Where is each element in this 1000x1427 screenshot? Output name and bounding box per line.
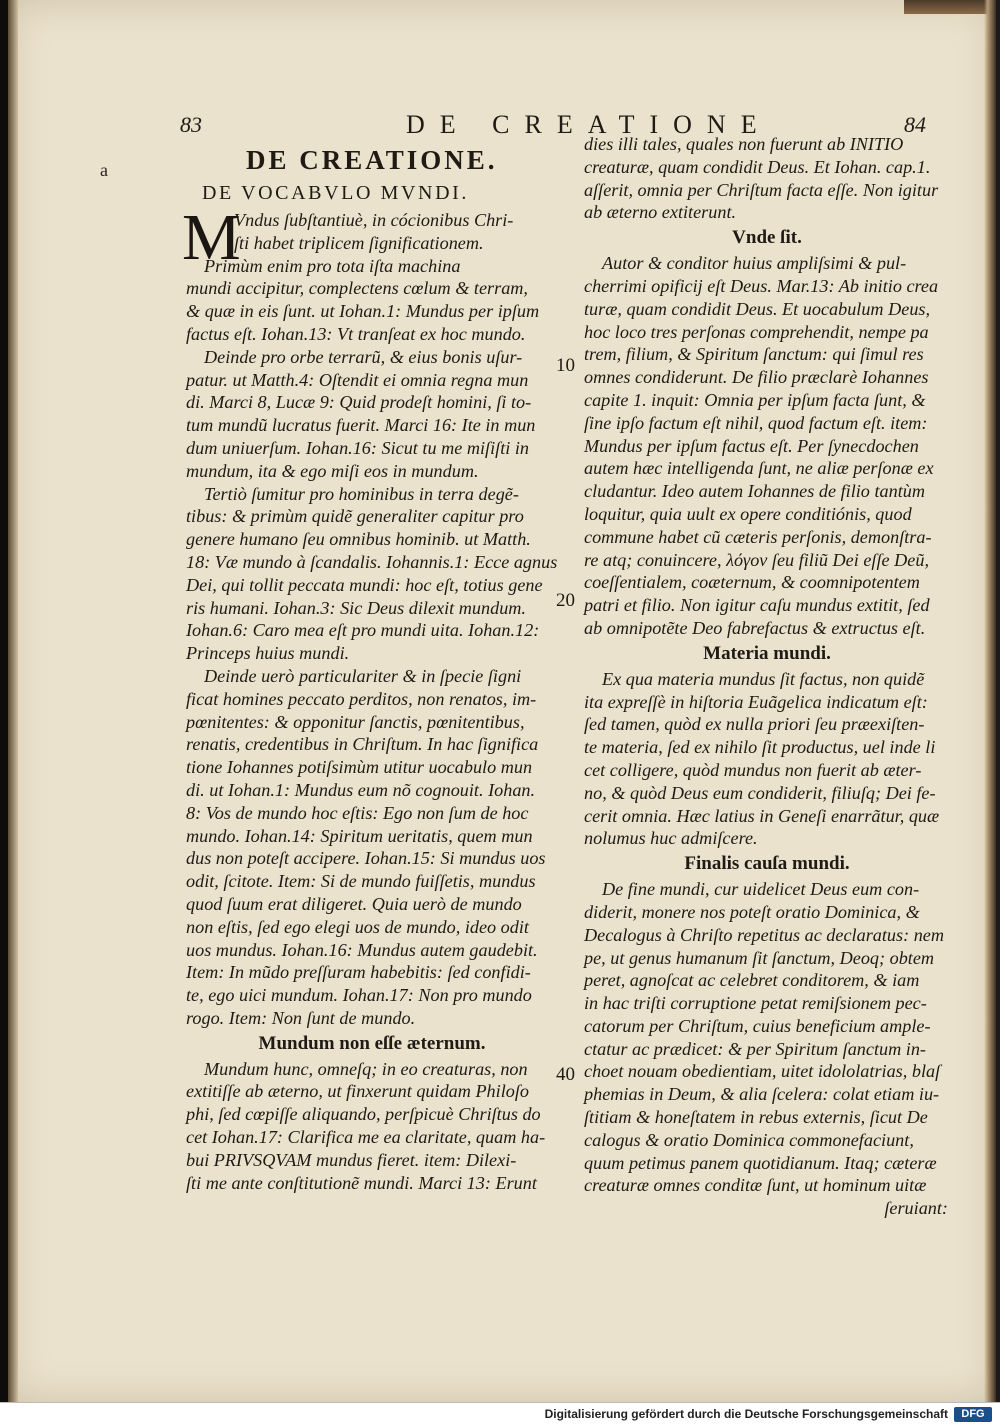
- chapter-title: DE CREATIONE.: [246, 145, 498, 175]
- text-line: coeſſentialem, coæternum, & coomnipotentem: [584, 572, 920, 593]
- text-line: non eſtis, ſed ego elegi uos de mundo, ideo odit: [186, 916, 529, 937]
- page-number-left: 83: [180, 112, 202, 137]
- text-line: uos mundus. Iohan.16: Mundus autem gaudebit.: [186, 939, 538, 960]
- text-line: 18: Væ mundo à ſcandalis. Iohannis.1: Ecce agnus: [186, 551, 558, 572]
- text-line: te, ego uici mundum. Iohan.17: Non pro mundo: [186, 985, 532, 1006]
- book-page: [8, 0, 996, 1402]
- text-line: Autor & conditor huius ampliſsimi & pul-: [602, 253, 907, 274]
- text-line: diderit, monere nos poteſt oratio Dominica, &: [584, 901, 920, 922]
- text-line: turæ, quam condidit Deus. Et uocabulum Deus,: [584, 298, 931, 319]
- text-line: Deinde pro orbe terrarũ, & eius bonis uſur-: [204, 346, 523, 367]
- text-line: genere humano ſeu omnibus hominib. ut Matth.: [186, 529, 531, 550]
- text-line: bui PRIVSQVAM mundus fieret. item: Dilexi-: [186, 1149, 517, 1170]
- text-line: capite 1. inquit: Omnia per ipſum facta ſunt, &: [584, 389, 926, 410]
- text-line: tibus: & primùm quidẽ generaliter capitur pro: [186, 506, 524, 527]
- text-line: mundi accipitur, complectens cœlum & terram,: [186, 278, 528, 299]
- right-body-b: [584, 252, 950, 640]
- text-line: ficat homines peccato perditos, non renatos, im-: [186, 688, 537, 709]
- left-body: [186, 255, 558, 1030]
- text-line: no, & quòd Deus eum condiderit, filiuſq; Dei fe-: [584, 782, 936, 803]
- running-head-title: DE CREATIONE: [406, 110, 772, 139]
- text-line: quod ſuum erat diligeret. Quia uerò de mundo: [186, 893, 522, 914]
- text-line: Item: In mũdo preſſuram habebitis: ſed confidi-: [186, 962, 531, 983]
- text-line: mundum, ita & ego miſi eos in mundum.: [186, 460, 479, 481]
- text-line: pe, ut genus humanum ſit ſanctum, Deoq; obtem: [584, 947, 935, 968]
- left-column: [182, 143, 558, 1194]
- text-line: De fine mundi, cur uidelicet Deus eum con-: [602, 879, 920, 900]
- text-line: te materia, ſed ex nihilo ſit productus, uel inde li: [584, 737, 936, 758]
- text-line: cet colligere, quòd mundus non fuerit ab æter-: [584, 759, 922, 780]
- text-line: rogo. Item: Non ſunt de mundo.: [186, 1007, 416, 1028]
- text-line: cerit omnia. Hæc latius in Geneſi enarrãtur, quæ: [584, 805, 940, 826]
- text-line: ita expreſſè in hiſtoria Euãgelica indicatum eſt:: [584, 691, 928, 712]
- text-line: creaturæ, quam condidit Deus. Et Iohan. cap.1.: [584, 156, 931, 177]
- text-line: catorum per Chriſtum, cuius beneficium ample-: [584, 1015, 931, 1036]
- text-line: Vndus ſubſtantiuè, in cócionibus Chri-: [234, 210, 514, 230]
- dfg-logo: DFG: [954, 1407, 992, 1422]
- section-subhead: DE VOCABVLO MVNDI.: [202, 182, 469, 204]
- text-line: ſti habet triplicem ſignificationem.: [234, 232, 484, 253]
- text-line: cludantur. Ideo autem Iohannes de filio tantùm: [584, 481, 925, 502]
- text-line: ab æterno extiterunt.: [584, 202, 737, 223]
- text-line: Ex qua materia mundus ſit factus, non quidẽ: [602, 668, 925, 689]
- text-line: & quæ in eis ſunt. ut Iohan.1: Mundus per ipſum: [186, 301, 540, 322]
- text-line: Tertiò ſumitur pro hominibus in terra degẽ-: [204, 483, 519, 504]
- text-line: pœnitentes: & opponitur ſanctis, pœnitentibus,: [186, 711, 525, 732]
- text-line: choet nouam obedientiam, uitet idololatrias, blaſ: [584, 1061, 941, 1082]
- section-heading: Materia mundi.: [703, 642, 831, 664]
- text-line: Princeps huius mundi.: [186, 643, 350, 664]
- text-line: ctatur ac prædicet: & per Spiritum ſanctum in-: [584, 1038, 926, 1059]
- margin-mark: a: [100, 160, 108, 180]
- text-line: ris humani. Iohan.3: Sic Deus dilexit mundum.: [186, 597, 526, 618]
- text-line: dus non poteſt accipere. Iohan.15: Si mundus uos: [186, 848, 546, 869]
- footer-credit: Digitalisierung gefördert durch die Deutsche Forschungsgemeinschaft: [544, 1407, 948, 1421]
- right-body-a: [584, 133, 950, 224]
- text-line: di. ut Iohan.1: Mundus eum nõ cognouit. Iohan.: [186, 779, 536, 800]
- text-line: odit, ſcitote. Item: Si de mundo fuiſſetis, mundus: [186, 871, 536, 892]
- text-line: phi, ſed cœpiſſe aliquando, perſpicuè Chriſtus do: [186, 1104, 541, 1125]
- text-line: ſti me ante conſtitutionẽ mundi. Marci 13: Erunt: [186, 1172, 537, 1193]
- text-line: Dei, qui tollit peccata mundi: hoc eſt, totius gene: [186, 574, 543, 595]
- text-line: Deinde uerò particulariter & in ſpecie ſigni: [204, 665, 522, 686]
- text-line: renatis, credentibus in Chriſtum. In hac ſignifica: [186, 734, 539, 755]
- text-line: ab omnipotẽte Deo fabrefactus & extructus eſt.: [584, 617, 926, 638]
- text-line: peret, agnoſcat ac celebret conditorem, & iam: [584, 970, 920, 991]
- text-line: di. Marci 8, Lucæ 9: Quid prodeſt homini, ſi to-: [186, 392, 532, 413]
- text-line: commune habet cũ cæteris perſonis, demonſtra-: [584, 526, 932, 547]
- text-line: cet Iohan.17: Clarifica me ea claritate, quam ha-: [186, 1127, 546, 1148]
- text-line: loquitur, quia uult ex opere conditiónis, quod: [584, 503, 912, 524]
- text-line: Mundum hunc, omneſq; in eo creaturas, non: [204, 1058, 528, 1079]
- page-number-right: 84: [904, 112, 926, 137]
- right-body-c: [584, 668, 950, 850]
- text-line: patur. ut Matth.4: Oſtendit ei omnia regna mun: [186, 369, 529, 390]
- catchword: ſeruiant:: [884, 1198, 948, 1219]
- text-line: Iohan.6: Caro mea eſt pro mundi uita. Iohan.12:: [186, 620, 540, 641]
- text-line: ſed tamen, quòd ex nulla priori ſeu præexiſten-: [584, 714, 925, 735]
- right-column: [584, 133, 950, 1220]
- text-line: tum mundũ lucratus fuerit. Marci 16: Ite in mun: [186, 415, 536, 436]
- text-line: autem hæc intelligenda ſunt, ne aliæ perſonæ ex: [584, 458, 934, 479]
- text-line: phemias in Deum, & alia ſcelera: colat etiam iu-: [584, 1084, 940, 1105]
- text-line: 8: Vos de mundo hoc eſtis: Ego non ſum de hoc: [186, 802, 529, 823]
- page-edge: [984, 0, 996, 1402]
- text-line: aſſerit, omnia per Chriſtum facta eſſe. Non igitur: [584, 179, 939, 200]
- text-line: tione Iohannes potiſsimùm utitur uocabulo mun: [186, 757, 533, 778]
- text-line: Primùm enim pro tota iſta machina: [204, 255, 461, 276]
- text-line: calogus & oratio Dominica commonefaciunt,: [584, 1129, 914, 1150]
- text-line: extitiſſe ab æterno, ut finxerunt quidam Philoſo: [186, 1081, 529, 1102]
- text-line: Mundus per ipſum factus eſt. Per ſynecdochen: [584, 435, 919, 456]
- section-heading: Mundum non eſſe æternum.: [258, 1032, 486, 1054]
- text-line: Decalogus à Chriſto repetitus ac declaratus: nem: [584, 924, 944, 945]
- section-heading: Finalis cauſa mundi.: [684, 853, 850, 875]
- text-line: ſine ipſo factum eſt nihil, quod factum eſt. item:: [584, 412, 928, 433]
- text-line: mundo. Iohan.14: Spiritum ueritatis, quem mun: [186, 825, 533, 846]
- scan-edge: [0, 0, 8, 1426]
- binding-strip: [904, 0, 996, 14]
- line-number: 10: [556, 355, 575, 376]
- text-line: ſtitiam & honeſtatem in rebus externis, ſicut De: [584, 1107, 928, 1128]
- drop-capital: M: [182, 201, 241, 274]
- footer-bar: [0, 1402, 1000, 1427]
- text-line: creaturæ omnes conditæ ſunt, ut hominum uitæ: [584, 1175, 927, 1196]
- left-body-continued: [186, 1058, 558, 1195]
- text-line: quum petimus panem quotidianum. Itaq; cæteræ: [584, 1152, 937, 1173]
- line-number: 40: [556, 1064, 575, 1085]
- text-line: nolumus huc admiſcere.: [584, 828, 758, 849]
- text-line: trem, filium, & Spiritum ſanctum: qui ſimul res: [584, 344, 924, 365]
- text-line: dum uniuerſum. Iohan.16: Sicut tu me miſiſti in: [186, 437, 530, 458]
- section-heading: Vnde ſit.: [732, 227, 802, 249]
- right-body-d: [584, 878, 950, 1197]
- line-number: 20: [556, 590, 575, 611]
- text-line: dies illi tales, quales non fuerunt ab INITIO: [584, 134, 904, 154]
- text-line: hoc loco tres perſonas comprehendit, nempe pa: [584, 321, 929, 342]
- text-line: re atq; conuincere, λόγον ſeu filiũ Dei eſſe Deũ,: [584, 549, 930, 570]
- text-line: patri et filio. Non igitur caſu mundus extitit, ſed: [584, 595, 930, 616]
- text-line: cherrimi opificij eſt Deus. Mar.13: Ab initio crea: [584, 275, 939, 296]
- text-line: in hac triſti corruptione petat remiſsionem pec-: [584, 993, 927, 1014]
- page-gutter: [8, 0, 18, 1402]
- text-line: factus eſt. Iohan.13: Vt tranſeat ex hoc mundo.: [186, 323, 526, 344]
- text-line: omnes condiderunt. De filio præclarè Iohannes: [584, 367, 929, 388]
